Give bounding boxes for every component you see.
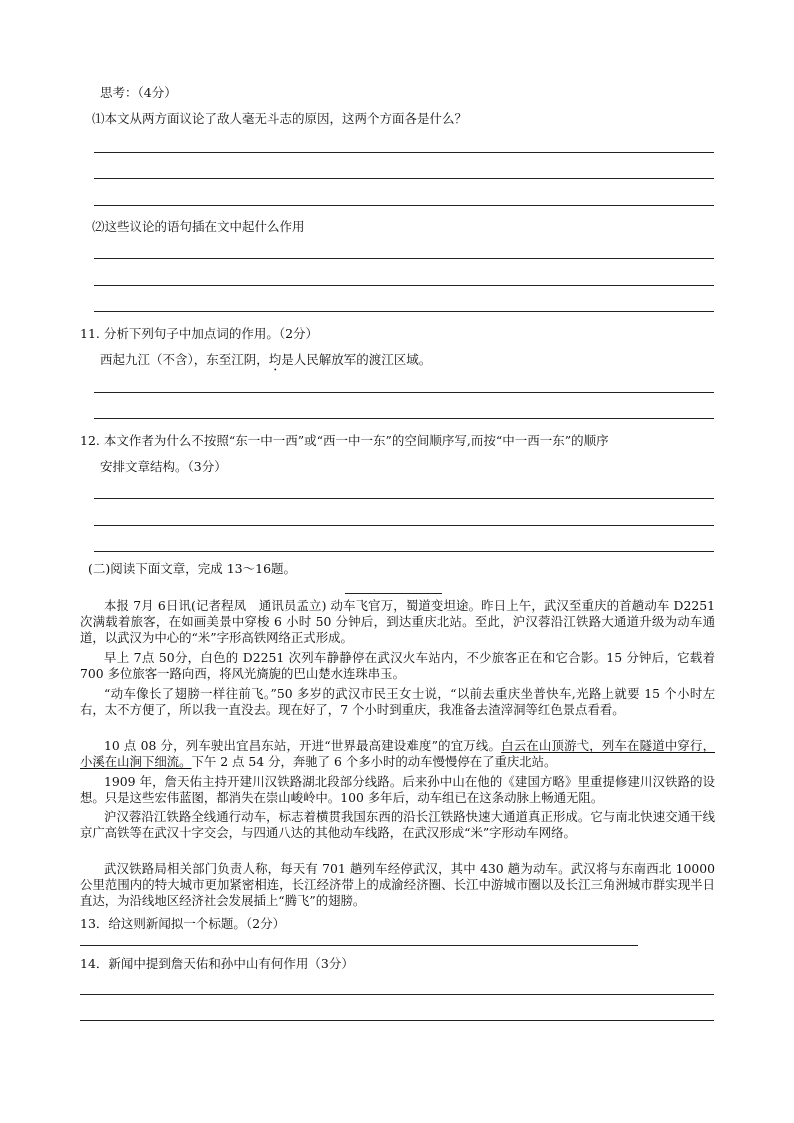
underlined-sentence: 白云在山顶游弋，列车在隧道中穿行，小溪在山涧下细流。 <box>80 738 715 769</box>
article-paragraph-5: 1909 年，詹天佑主持开建川汉铁路湖北段部分线路。后来孙中山在他的《建国方略》里重提修建川汉铁路的设想。只是这些宏伟蓝图，都消失在崇山峻岭中。100 多年后，动车组已在这条动脉上畅通无阻。 <box>80 774 715 805</box>
section-2-heading: (二)阅读下面文章，完成 13～16题。 <box>88 561 297 576</box>
title-blank-line[interactable] <box>345 593 442 594</box>
q11-sentence <box>100 350 431 374</box>
article-p4-text-a: 10 点 08 分，列车驶出宜昌东站，开进“世界最高建设难度”的宜万线。 <box>104 738 502 753</box>
answer-line[interactable] <box>94 311 714 312</box>
article-p4-text-b: 下午 2 点 54 分，奔驰了 6 个多小时的动车慢慢停在了重庆北站。 <box>191 754 557 769</box>
question-2: ⑵这些议论的语句插在文中起什么作用 <box>92 219 305 234</box>
answer-line[interactable] <box>94 551 714 552</box>
article-paragraph-6: 沪汉蓉沿江铁路全线通行动车，标志着横贯我国东西的沿长江铁路快速大通道真正形成。它与南北快速交通干线京广高铁等在武汉十字交会，与四通八达的其他动车线路，在武汉形成“米”字形动车网络。 <box>80 809 715 840</box>
question-14: 14．新闻中提到詹天佑和孙中山有何作用（3分） <box>80 956 354 971</box>
answer-line[interactable] <box>94 152 714 153</box>
question-1: ⑴本文从两方面议论了敌人毫无斗志的原因，这两个方面各是什么？ <box>92 111 468 126</box>
question-12-line2: 安排文章结构。（3分） <box>100 459 227 474</box>
answer-line[interactable] <box>94 498 714 499</box>
answer-line[interactable] <box>94 285 714 286</box>
answer-line[interactable] <box>94 205 714 206</box>
answer-line[interactable] <box>80 1020 714 1021</box>
dotted-word: 均 <box>268 352 282 367</box>
answer-line[interactable] <box>94 392 714 393</box>
article-paragraph-1: 本报 7月 6日讯(记者程凤 通讯员孟立) 动车飞官万，蜀道变坦途。昨日上午，武汉至重庆的首趟动车 D2251 次满载着旅客，在如画美景中穿梭 6 小时 50 分钟后，到达重庆北站。至此，沪汉蓉沿江铁路大通道升级为动车通道，以武汉为中心的“米”字形高铁网络正式形成。 <box>80 598 715 645</box>
answer-line[interactable] <box>80 945 638 946</box>
q11-sentence-part-a: 西起九江（不含），东至江阴， <box>100 352 269 367</box>
question-13: 13．给这则新闻拟一个标题。（2分） <box>80 916 286 931</box>
article-paragraph-4 <box>80 738 715 770</box>
article-paragraph-3: “动车像长了翅膀一样往前飞。”50 多岁的武汉市民王女士说，“以前去重庆坐普快车,光路上就要 15 个小时左右，太不方便了，所以我一直没去。现在好了，7 个小时到重庆，我准备去渣滓洞等红色景点看看。 <box>80 686 715 717</box>
answer-line[interactable] <box>80 994 714 995</box>
answer-line[interactable] <box>94 178 714 179</box>
answer-line[interactable] <box>94 418 714 419</box>
think-heading: 思考：（4分） <box>100 85 177 100</box>
question-11: 11. 分析下列句子中加点词的作用。（2分） <box>80 326 319 341</box>
q11-sentence-part-b: 是人民解放军的渡江区域。 <box>281 352 432 367</box>
article-paragraph-7: 武汉铁路局相关部门负责人称，每天有 701 趟列车经停武汉，其中 430 趟为动车。武汉将与东南西北 10000 公里范围内的特大城市更加紧密相连，长江经济带上的成渝经济圈、长江中游城市圈以及长江三角洲城市群实现半日直达，为沿线地区经济社会发展插上“腾飞”的翅膀。 <box>80 861 715 908</box>
answer-line[interactable] <box>94 258 714 259</box>
question-12-line1: 12. 本文作者为什么不按照“东一中一西”或“西一中一东”的空间顺序写,而按“中一西一东”的顺序 <box>80 433 609 448</box>
article-paragraph-2: 早上 7点 50分，白色的 D2251 次列车静静停在武汉火车站内，不少旅客正在和它合影。15 分钟后，它载着 700 多位旅客一路向西，将风光旖旎的巴山楚水连珠串玉。 <box>80 650 715 681</box>
answer-line[interactable] <box>94 525 714 526</box>
